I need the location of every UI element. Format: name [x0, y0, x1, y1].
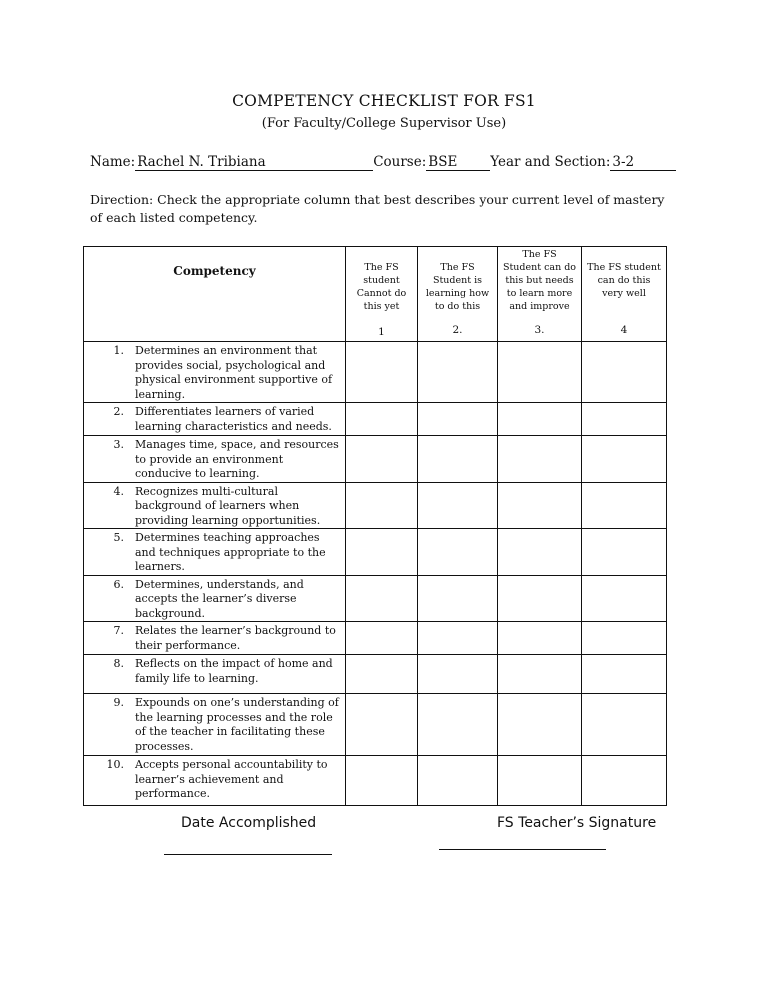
competency-text: Accepts personal accountability to learner’s achievement and performance. [135, 758, 328, 800]
rating-cell-2[interactable] [418, 436, 498, 483]
rating-cell-4[interactable] [582, 482, 667, 529]
rating-cell-3[interactable] [498, 436, 582, 483]
competency-cell [84, 482, 346, 529]
competency-cell [84, 575, 346, 622]
competency-cell [84, 756, 346, 806]
competency-cell [84, 529, 346, 576]
competency-table [83, 246, 667, 806]
table-row [84, 655, 667, 694]
column-header-2 [418, 247, 498, 342]
column-header-text: The FS Student is learning how to do this [425, 262, 490, 312]
table-row [84, 756, 667, 806]
rating-cell-4[interactable] [582, 403, 667, 436]
rating-cell-1[interactable] [346, 622, 418, 655]
rating-cell-3[interactable] [498, 482, 582, 529]
rating-cell-3[interactable] [498, 694, 582, 756]
date-accomplished-line[interactable] [164, 854, 332, 855]
rating-cell-4[interactable] [582, 529, 667, 576]
row-number: 3. [113, 438, 124, 451]
page-subtitle: (For Faculty/College Supervisor Use) [261, 116, 507, 131]
rating-cell-4[interactable] [582, 342, 667, 403]
competency-text: Determines an environment that provides social, psychological and physical environment supportive of learning. [135, 344, 333, 401]
competency-cell [84, 342, 346, 403]
column-header-3 [498, 247, 582, 342]
competency-text: Differentiates learners of varied learning characteristics and needs. [135, 405, 332, 433]
rating-cell-2[interactable] [418, 756, 498, 806]
direction-text: Direction: Check the appropriate column that best describes your current level of mastery of each listed competency. [90, 192, 665, 225]
column-header-1 [346, 247, 418, 342]
column-header-number: 3. [534, 324, 545, 336]
table-row [84, 694, 667, 756]
rating-cell-2[interactable] [418, 403, 498, 436]
competency-text: Relates the learner’s background to their performance. [135, 624, 336, 652]
competency-column-header: Competency [84, 247, 346, 342]
rating-cell-1[interactable] [346, 529, 418, 576]
rating-cell-1[interactable] [346, 436, 418, 483]
competency-cell [84, 436, 346, 483]
column-header-text: The FS student can do this very well [587, 262, 661, 299]
competency-text: Recognizes multi-cultural background of learners when providing learning opportunities. [135, 484, 321, 527]
row-number: 4. [113, 484, 124, 498]
table-row [84, 342, 667, 403]
rating-cell-2[interactable] [418, 575, 498, 622]
name-field[interactable]: Rachel N. Tribiana [135, 155, 373, 171]
rating-cell-1[interactable] [346, 655, 418, 694]
section-field[interactable]: 3-2 [610, 155, 676, 171]
competency-cell [84, 655, 346, 694]
competency-text: Determines, understands, and accepts the learner’s diverse background. [135, 577, 304, 620]
table-row [84, 622, 667, 655]
row-number: 7. [113, 624, 124, 637]
date-accomplished-label: Date Accomplished [181, 815, 317, 831]
rating-cell-4[interactable] [582, 756, 667, 806]
column-header-4 [582, 247, 667, 342]
competency-text: Reflects on the impact of home and family life to learning. [135, 657, 333, 685]
rating-cell-1[interactable] [346, 756, 418, 806]
section-label: Year and Section: [490, 154, 611, 170]
table-row [84, 436, 667, 483]
rating-cell-4[interactable] [582, 655, 667, 694]
competency-text: Determines teaching approaches and techniques appropriate to the learners. [135, 531, 326, 573]
table-row [84, 403, 667, 436]
row-number: 2. [113, 405, 124, 418]
table-row [84, 482, 667, 529]
rating-cell-4[interactable] [582, 575, 667, 622]
teacher-signature-line[interactable] [439, 849, 606, 850]
competency-cell [84, 403, 346, 436]
rating-cell-3[interactable] [498, 342, 582, 403]
table-row [84, 575, 667, 622]
competency-cell [84, 694, 346, 756]
competency-cell [84, 622, 346, 655]
rating-cell-1[interactable] [346, 342, 418, 403]
rating-cell-2[interactable] [418, 694, 498, 756]
rating-cell-4[interactable] [582, 436, 667, 483]
row-number: 6. [113, 577, 124, 591]
table-row [84, 529, 667, 576]
competency-text: Manages time, space, and resources to provide an environment conducive to learning. [135, 438, 339, 480]
rating-cell-2[interactable] [418, 655, 498, 694]
rating-cell-1[interactable] [346, 575, 418, 622]
column-header-number: 4 [620, 324, 628, 336]
course-label: Course: [373, 154, 427, 170]
table-header-row [84, 247, 667, 342]
row-number: 1. [113, 344, 124, 357]
rating-cell-2[interactable] [418, 622, 498, 655]
row-number: 5. [113, 531, 124, 544]
rating-cell-3[interactable] [498, 575, 582, 622]
rating-cell-1[interactable] [346, 482, 418, 529]
rating-cell-3[interactable] [498, 403, 582, 436]
row-number: 10. [106, 758, 124, 771]
column-header-text: The FS student Cannot do this yet [356, 262, 407, 312]
column-header-number: 1 [378, 326, 385, 338]
rating-cell-2[interactable] [418, 482, 498, 529]
rating-cell-2[interactable] [418, 529, 498, 576]
student-info-line [90, 154, 676, 171]
row-number: 8. [113, 657, 124, 670]
rating-cell-4[interactable] [582, 694, 667, 756]
rating-cell-3[interactable] [498, 529, 582, 576]
competency-text: Expounds on one’s understanding of the learning processes and the role of the teacher in facilitating these processes. [135, 696, 339, 753]
rating-cell-3[interactable] [498, 622, 582, 655]
column-header-number: 2. [452, 324, 463, 336]
teacher-signature-label: FS Teacher’s Signature [497, 815, 657, 831]
row-number: 9. [113, 696, 124, 709]
rating-cell-3[interactable] [498, 655, 582, 694]
name-label: Name: [90, 154, 136, 170]
rating-cell-1[interactable] [346, 403, 418, 436]
rating-cell-3[interactable] [498, 756, 582, 806]
course-field[interactable]: BSE [426, 155, 490, 171]
rating-cell-1[interactable] [346, 694, 418, 756]
column-header-text: The FS Student can do this but needs to learn more and improve [502, 249, 577, 312]
rating-cell-4[interactable] [582, 622, 667, 655]
page-title: COMPETENCY CHECKLIST FOR FS1 [232, 92, 536, 110]
rating-cell-2[interactable] [418, 342, 498, 403]
